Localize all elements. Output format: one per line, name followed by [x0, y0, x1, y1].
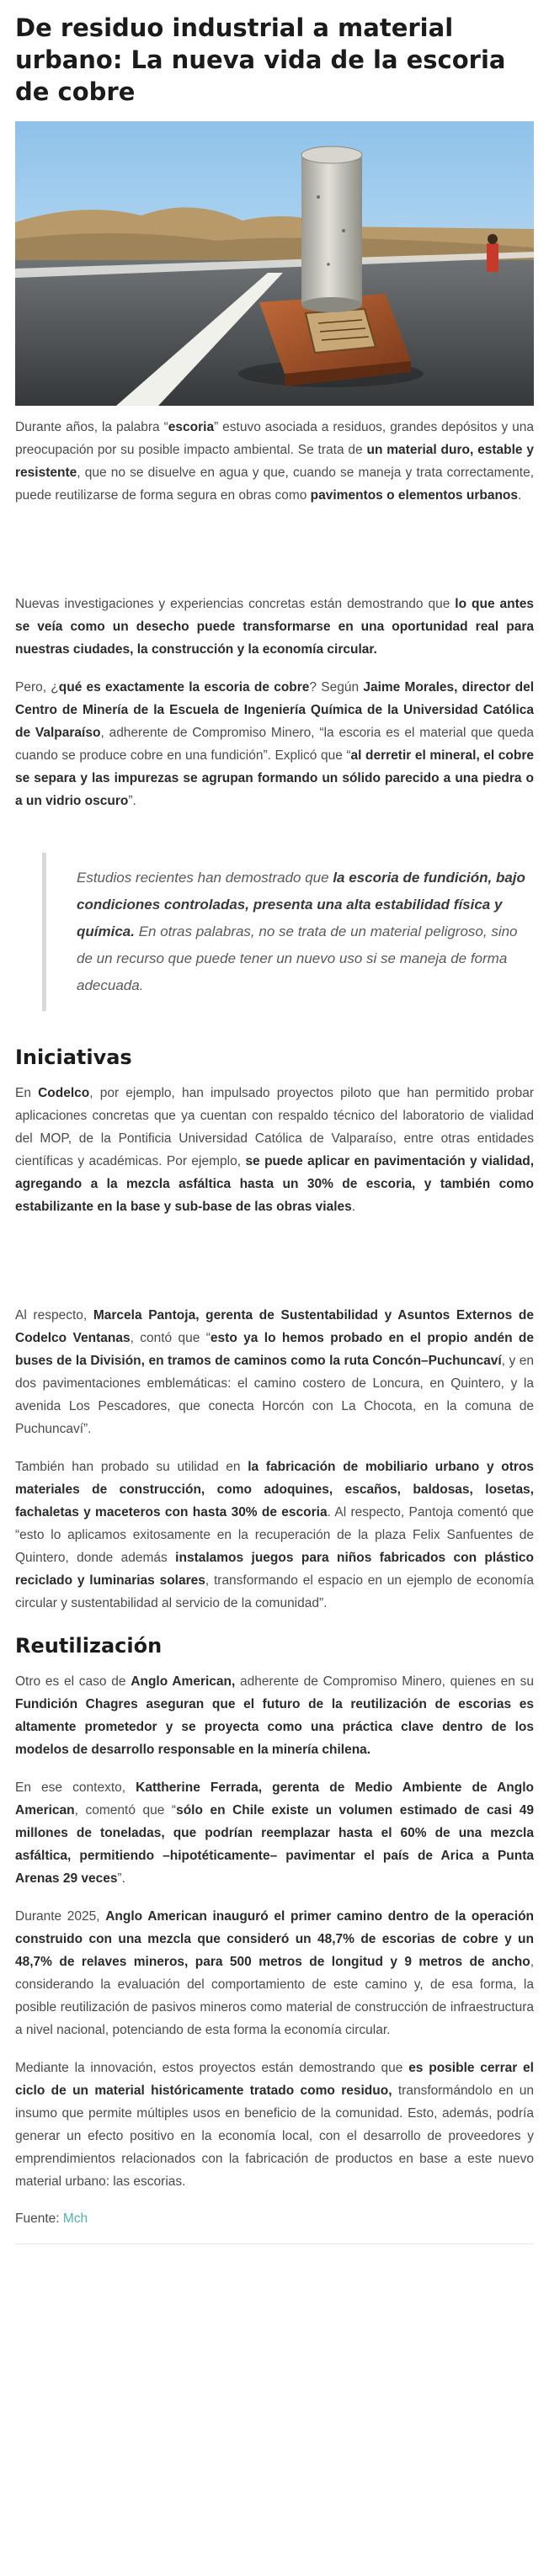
- text-run: Pero, ¿: [15, 680, 59, 695]
- paragraph-pantoja: [15, 1304, 534, 1440]
- text-run: .: [351, 1200, 356, 1214]
- text-run: En otras palabras, no se trata de un material peligroso, sino de un recurso que puede tener un nuevo uso si se maneja de forma adecuada.: [77, 923, 518, 993]
- text-run: ? Según: [309, 680, 364, 695]
- text-run: ”.: [117, 1871, 125, 1886]
- text-run: , considerando la evaluación del comportamiento de este camino y, de esa forma, la posible reutilización de pasivos mineros como material de construcción de infraestructura a nivel nacional, potenciando de esta forma la economía circular.: [15, 1955, 534, 2037]
- bold-text-run: lo que antes se veía como un desecho puede transformarse en una oportunidad real para nuestras ciudades, la construcción y la economía circular.: [15, 597, 534, 657]
- text-run: , por ejemplo, han impulsado proyectos piloto que han permitido probar aplicaciones concretas que ya cuentan con respaldo técnico del laboratorio de vialidad del MOP, de la Pontificia Universidad Católica de Valparaíso, entre otras entidades científicas y académicas. Por ejemplo,: [15, 1086, 535, 1168]
- spacer: [15, 522, 534, 593]
- paragraph-definition: [15, 676, 534, 812]
- bold-text-run: Anglo American,: [131, 1674, 236, 1689]
- bold-text-run: Codelco: [38, 1086, 90, 1100]
- text-run: , transformando el espacio en un ejemplo de economía circular y sustentabilidad al servicio de la comunidad”.: [15, 1573, 534, 1610]
- bold-text-run: Anglo American inauguró el primer camino dentro de la operación construido con una mezcla que consideró un 48,7% de escorias de cobre y un 48,7% de relaves mineros, para 500 metros de longitud y 9 metros de ancho: [15, 1909, 535, 1969]
- text-run: Durante 2025,: [15, 1909, 106, 1924]
- paragraph-codelco: [15, 1082, 534, 1218]
- bold-text-run: es posible cerrar el ciclo de un material históricamente tratado como residuo,: [15, 2061, 534, 2098]
- text-run: Al respecto,: [15, 1308, 93, 1323]
- source-label: Fuente:: [15, 2211, 63, 2226]
- text-run: transformándolo en un insumo que permite múltiples usos en beneficio de la comunidad. Esto, además, podría generar un efecto positivo en la economía local, con el desarrollo de proveedores y emprendimientos relacionados con la fabricación de productos en base a este nuevo material urbano: las escorias.: [15, 2084, 535, 2189]
- article-title: De residuo industrial a material urbano: La nueva vida de la escoria de cobre: [15, 13, 506, 106]
- text-run: Nuevas investigaciones y experiencias concretas están demostrando que: [15, 597, 456, 611]
- bold-text-run: instalamos juegos para niños fabricados con plástico reciclado y luminarias solares: [15, 1551, 534, 1588]
- text-run: En ese contexto,: [15, 1780, 136, 1795]
- text-run: , que no se disuelve en agua y que, cuando se maneja y trata correctamente, puede reutilizarse de forma segura en obras como: [15, 466, 534, 503]
- bold-text-run: pavimentos o elementos urbanos: [310, 488, 519, 503]
- text-run: , comentó que “: [74, 1803, 177, 1818]
- bold-text-run: sólo en Chile existe un volumen estimado de casi 49 millones de toneladas, que podrían reemplazar hasta el 60% de una mezcla asfáltica, permitiendo –hipotéticamente– pavimentar el país de Arica a Punta Arenas 29 veces: [15, 1803, 534, 1886]
- spacer: [15, 1233, 534, 1304]
- bold-text-run: Jaime Morales, director del Centro de Minería de la Escuela de Ingeniería Química de la Universidad Católica de Valparaíso: [15, 680, 534, 740]
- source-link[interactable]: Mch: [62, 2211, 88, 2226]
- heading-reutilizacion: Reutilización: [15, 1634, 163, 1658]
- source-line: [15, 2211, 534, 2227]
- text-run: Durante años, la palabra “: [15, 420, 168, 434]
- text-run: ” estuvo asociada a residuos, grandes depósitos y una preocupación por su posible impacto ambiental. Se trata de: [15, 420, 534, 457]
- bold-text-run: la escoria de fundición, bajo condiciones controladas, presenta una alta estabilidad física y química.: [77, 870, 525, 939]
- paragraph-conclusion: [15, 2057, 534, 2193]
- hero-image: [15, 121, 534, 406]
- text-run: ”.: [128, 794, 136, 808]
- pull-quote: [42, 853, 534, 1011]
- text-run: . Al respecto, Pantoja comentó que “esto lo aplicamos exitosamente en la recuperación de la plaza Felix Sanfuentes de Quintero, donde además: [15, 1505, 535, 1565]
- paragraph-mobiliario: [15, 1456, 534, 1615]
- bold-text-run: Marcela Pantoja, gerenta de Sustentabilidad y Asuntos Externos de Codelco Ventanas: [15, 1308, 534, 1345]
- bold-text-run: se puede aplicar en pavimentación y vialidad, agregando a la mezcla asfáltica hasta un 30% de escoria, y también como estabilizante en la base y sub-base de las obras viales: [15, 1154, 535, 1214]
- paragraph-2025: [15, 1905, 534, 2041]
- bold-text-run: al derretir el mineral, el cobre se separa y las impurezas se agrupan formando un sólido parecido a una piedra o a un vidrio oscuro: [15, 748, 534, 808]
- text-run: Estudios recientes han demostrado que: [77, 870, 333, 886]
- text-run: , contó que “: [130, 1331, 211, 1345]
- bold-text-run: la fabricación de mobiliario urbano y otros materiales de construcción, como adoquines, escaños, baldosas, losetas, fachaletas y maceteros con hasta 30% de escoria: [15, 1460, 534, 1520]
- paragraph-ferrada: [15, 1776, 534, 1890]
- paragraph-anglo: [15, 1670, 534, 1761]
- bold-text-run: escoria: [168, 420, 215, 434]
- bold-text-run: un material duro, estable y resistente: [15, 443, 534, 480]
- bold-text-run: esto ya lo hemos probado en el propio andén de buses de la División, en tramos de caminos como la ruta Concón–Puchuncaví: [15, 1331, 534, 1368]
- bold-text-run: Fundición Chagres aseguran que el futuro de la reutilización de escorias es altamente prometedor y se proyecta como una práctica clave dentro de los modelos de desarrollo responsable en la minería chilena.: [15, 1697, 534, 1757]
- paragraph-research: [15, 593, 534, 661]
- divider: [15, 2243, 534, 2244]
- bold-text-run: Kattherine Ferrada, gerenta de Medio Ambiente de Anglo American: [15, 1780, 534, 1818]
- heading-iniciativas: Iniciativas: [15, 1046, 132, 1069]
- bold-text-run: qué es exactamente la escoria de cobre: [58, 680, 310, 695]
- text-run: , adherente de Compromiso Minero, “la escoria es el material que queda cuando se produce cobre en una fundición”. Explicó que “: [15, 726, 534, 763]
- text-run: Mediante la innovación, estos proyectos están demostrando que: [15, 2061, 409, 2075]
- text-run: adherente de Compromiso Minero, quienes en su: [235, 1674, 535, 1689]
- paragraph-intro: [15, 416, 534, 507]
- article: [0, 12, 549, 2244]
- text-run: También han probado su utilidad en: [15, 1460, 248, 1474]
- text-run: .: [518, 488, 522, 503]
- text-run: , y en dos pavimentaciones emblemáticas: el camino costero de Loncura, en Quintero, y la avenida Los Pescadores, que conecta Horcón con La Chocota, en la comuna de Puchuncaví”.: [15, 1354, 534, 1436]
- text-run: En: [15, 1086, 39, 1100]
- text-run: Otro es el caso de: [15, 1674, 131, 1689]
